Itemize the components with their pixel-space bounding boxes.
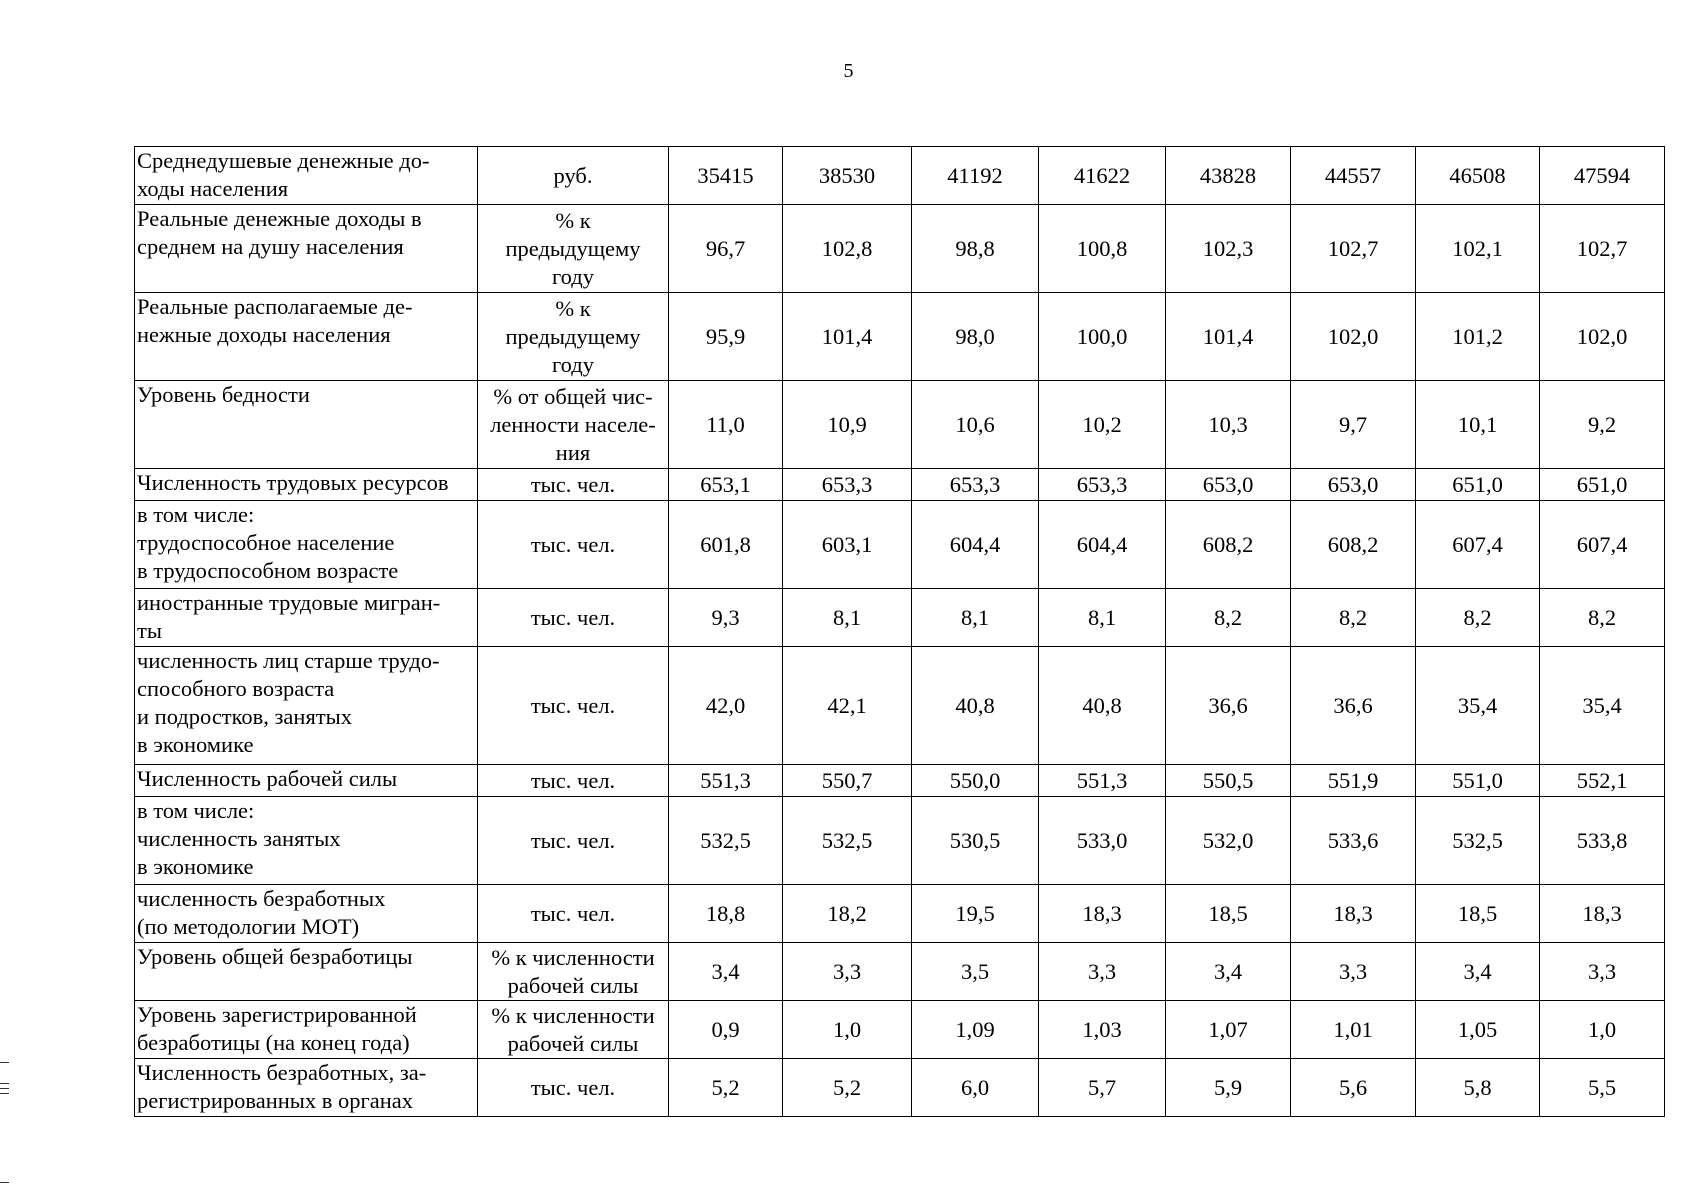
value-cell: 653,3 <box>1039 469 1166 501</box>
table-row <box>135 1001 1665 1059</box>
table-row <box>135 293 1665 381</box>
value-cell: 40,8 <box>912 647 1039 765</box>
row-label: Уровень общей безработицы <box>135 943 478 1001</box>
value-cell: 10,3 <box>1166 381 1291 469</box>
value-cell: 608,2 <box>1166 501 1291 589</box>
row-label: Реальные денежные доходы в среднем на душу населения <box>135 205 478 293</box>
value-cell: 5,8 <box>1416 1059 1540 1117</box>
value-cell: 533,6 <box>1291 797 1416 885</box>
margin-mark <box>0 1062 9 1063</box>
value-cell: 10,1 <box>1416 381 1540 469</box>
value-cell: 530,5 <box>912 797 1039 885</box>
row-unit: тыс. чел. <box>478 765 669 797</box>
margin-mark <box>0 1083 9 1084</box>
margin-mark <box>0 1088 9 1089</box>
row-unit: тыс. чел. <box>478 797 669 885</box>
value-cell: 552,1 <box>1540 765 1665 797</box>
table-row <box>135 765 1665 797</box>
value-cell: 102,8 <box>783 205 912 293</box>
row-unit: тыс. чел. <box>478 589 669 647</box>
value-cell: 40,8 <box>1039 647 1166 765</box>
value-cell: 41622 <box>1039 147 1166 205</box>
value-cell: 35,4 <box>1416 647 1540 765</box>
value-cell: 551,9 <box>1291 765 1416 797</box>
value-cell: 607,4 <box>1540 501 1665 589</box>
value-cell: 604,4 <box>912 501 1039 589</box>
row-unit: тыс. чел. <box>478 647 669 765</box>
value-cell: 1,05 <box>1416 1001 1540 1059</box>
row-label: Численность рабочей силы <box>135 765 478 797</box>
table-row <box>135 501 1665 589</box>
table-row <box>135 647 1665 765</box>
value-cell: 35415 <box>669 147 783 205</box>
row-label: Уровень зарегистрированной безработицы (на конец года) <box>135 1001 478 1059</box>
value-cell: 101,4 <box>783 293 912 381</box>
row-unit: % к предыдущему году <box>478 293 669 381</box>
value-cell: 607,4 <box>1416 501 1540 589</box>
row-label: Численность безработных, за- регистрированных в органах <box>135 1059 478 1117</box>
row-label: Реальные располагаемые де- нежные доходы населения <box>135 293 478 381</box>
row-unit: % от общей чис- ленности населе- ния <box>478 381 669 469</box>
value-cell: 5,6 <box>1291 1059 1416 1117</box>
value-cell: 532,5 <box>669 797 783 885</box>
value-cell: 532,5 <box>1416 797 1540 885</box>
value-cell: 102,1 <box>1416 205 1540 293</box>
value-cell: 8,2 <box>1291 589 1416 647</box>
value-cell: 550,0 <box>912 765 1039 797</box>
value-cell: 10,6 <box>912 381 1039 469</box>
table-row <box>135 469 1665 501</box>
value-cell: 42,1 <box>783 647 912 765</box>
value-cell: 5,2 <box>669 1059 783 1117</box>
value-cell: 3,4 <box>1416 943 1540 1001</box>
table-row <box>135 1059 1665 1117</box>
value-cell: 3,3 <box>1039 943 1166 1001</box>
value-cell: 43828 <box>1166 147 1291 205</box>
value-cell: 1,01 <box>1291 1001 1416 1059</box>
value-cell: 653,1 <box>669 469 783 501</box>
value-cell: 533,0 <box>1039 797 1166 885</box>
value-cell: 604,4 <box>1039 501 1166 589</box>
value-cell: 532,0 <box>1166 797 1291 885</box>
value-cell: 9,7 <box>1291 381 1416 469</box>
table-row <box>135 885 1665 943</box>
value-cell: 18,2 <box>783 885 912 943</box>
value-cell: 36,6 <box>1166 647 1291 765</box>
value-cell: 102,0 <box>1291 293 1416 381</box>
row-unit: % к численности рабочей силы <box>478 1001 669 1059</box>
value-cell: 9,3 <box>669 589 783 647</box>
value-cell: 8,2 <box>1166 589 1291 647</box>
value-cell: 3,4 <box>669 943 783 1001</box>
row-label: в том числе: численность занятых в экономике <box>135 797 478 885</box>
margin-mark <box>0 1093 9 1094</box>
value-cell: 551,0 <box>1416 765 1540 797</box>
value-cell: 651,0 <box>1540 469 1665 501</box>
row-label: Уровень бедности <box>135 381 478 469</box>
value-cell: 1,0 <box>1540 1001 1665 1059</box>
value-cell: 19,5 <box>912 885 1039 943</box>
value-cell: 1,09 <box>912 1001 1039 1059</box>
value-cell: 35,4 <box>1540 647 1665 765</box>
value-cell: 550,5 <box>1166 765 1291 797</box>
value-cell: 6,0 <box>912 1059 1039 1117</box>
value-cell: 608,2 <box>1291 501 1416 589</box>
value-cell: 1,03 <box>1039 1001 1166 1059</box>
table-row <box>135 943 1665 1001</box>
value-cell: 18,3 <box>1039 885 1166 943</box>
value-cell: 46508 <box>1416 147 1540 205</box>
value-cell: 651,0 <box>1416 469 1540 501</box>
value-cell: 102,7 <box>1291 205 1416 293</box>
value-cell: 101,4 <box>1166 293 1291 381</box>
value-cell: 18,3 <box>1540 885 1665 943</box>
row-unit: тыс. чел. <box>478 469 669 501</box>
value-cell: 1,0 <box>783 1001 912 1059</box>
value-cell: 95,9 <box>669 293 783 381</box>
value-cell: 653,3 <box>783 469 912 501</box>
value-cell: 1,07 <box>1166 1001 1291 1059</box>
value-cell: 8,1 <box>783 589 912 647</box>
value-cell: 5,9 <box>1166 1059 1291 1117</box>
value-cell: 18,5 <box>1416 885 1540 943</box>
value-cell: 18,8 <box>669 885 783 943</box>
value-cell: 44557 <box>1291 147 1416 205</box>
table-row <box>135 589 1665 647</box>
value-cell: 41192 <box>912 147 1039 205</box>
value-cell: 100,8 <box>1039 205 1166 293</box>
value-cell: 9,2 <box>1540 381 1665 469</box>
value-cell: 8,2 <box>1416 589 1540 647</box>
value-cell: 551,3 <box>1039 765 1166 797</box>
value-cell: 3,5 <box>912 943 1039 1001</box>
row-label: Среднедушевые денежные до- ходы населения <box>135 147 478 205</box>
value-cell: 101,2 <box>1416 293 1540 381</box>
row-unit: % к предыдущему году <box>478 205 669 293</box>
value-cell: 8,1 <box>1039 589 1166 647</box>
value-cell: 10,2 <box>1039 381 1166 469</box>
value-cell: 0,9 <box>669 1001 783 1059</box>
table-row <box>135 147 1665 205</box>
value-cell: 653,0 <box>1166 469 1291 501</box>
value-cell: 8,2 <box>1540 589 1665 647</box>
value-cell: 601,8 <box>669 501 783 589</box>
row-label: иностранные трудовые мигран- ты <box>135 589 478 647</box>
table-row <box>135 381 1665 469</box>
value-cell: 3,3 <box>1291 943 1416 1001</box>
value-cell: 47594 <box>1540 147 1665 205</box>
value-cell: 653,3 <box>912 469 1039 501</box>
value-cell: 10,9 <box>783 381 912 469</box>
value-cell: 550,7 <box>783 765 912 797</box>
row-unit: руб. <box>478 147 669 205</box>
value-cell: 98,8 <box>912 205 1039 293</box>
value-cell: 96,7 <box>669 205 783 293</box>
row-unit: тыс. чел. <box>478 501 669 589</box>
row-unit: % к численности рабочей силы <box>478 943 669 1001</box>
value-cell: 533,8 <box>1540 797 1665 885</box>
row-unit: тыс. чел. <box>478 1059 669 1117</box>
value-cell: 3,4 <box>1166 943 1291 1001</box>
value-cell: 3,3 <box>783 943 912 1001</box>
table-row <box>135 797 1665 885</box>
value-cell: 38530 <box>783 147 912 205</box>
value-cell: 5,7 <box>1039 1059 1166 1117</box>
value-cell: 5,5 <box>1540 1059 1665 1117</box>
value-cell: 653,0 <box>1291 469 1416 501</box>
value-cell: 3,3 <box>1540 943 1665 1001</box>
page-number: 5 <box>843 60 854 82</box>
value-cell: 551,3 <box>669 765 783 797</box>
value-cell: 18,3 <box>1291 885 1416 943</box>
value-cell: 18,5 <box>1166 885 1291 943</box>
row-label: численность безработных (по методологии МОТ) <box>135 885 478 943</box>
value-cell: 11,0 <box>669 381 783 469</box>
row-label: Численность трудовых ресурсов <box>135 469 478 501</box>
value-cell: 102,7 <box>1540 205 1665 293</box>
value-cell: 102,3 <box>1166 205 1291 293</box>
value-cell: 102,0 <box>1540 293 1665 381</box>
margin-mark <box>0 1182 9 1183</box>
table-row <box>135 205 1665 293</box>
indicators-table <box>134 146 1665 1117</box>
value-cell: 532,5 <box>783 797 912 885</box>
value-cell: 8,1 <box>912 589 1039 647</box>
value-cell: 603,1 <box>783 501 912 589</box>
row-label: численность лиц старше трудо- способного возраста и подростков, занятых в экономике <box>135 647 478 765</box>
value-cell: 42,0 <box>669 647 783 765</box>
row-label: в том числе: трудоспособное население в трудоспособном возрасте <box>135 501 478 589</box>
value-cell: 36,6 <box>1291 647 1416 765</box>
row-unit: тыс. чел. <box>478 885 669 943</box>
value-cell: 98,0 <box>912 293 1039 381</box>
value-cell: 100,0 <box>1039 293 1166 381</box>
value-cell: 5,2 <box>783 1059 912 1117</box>
